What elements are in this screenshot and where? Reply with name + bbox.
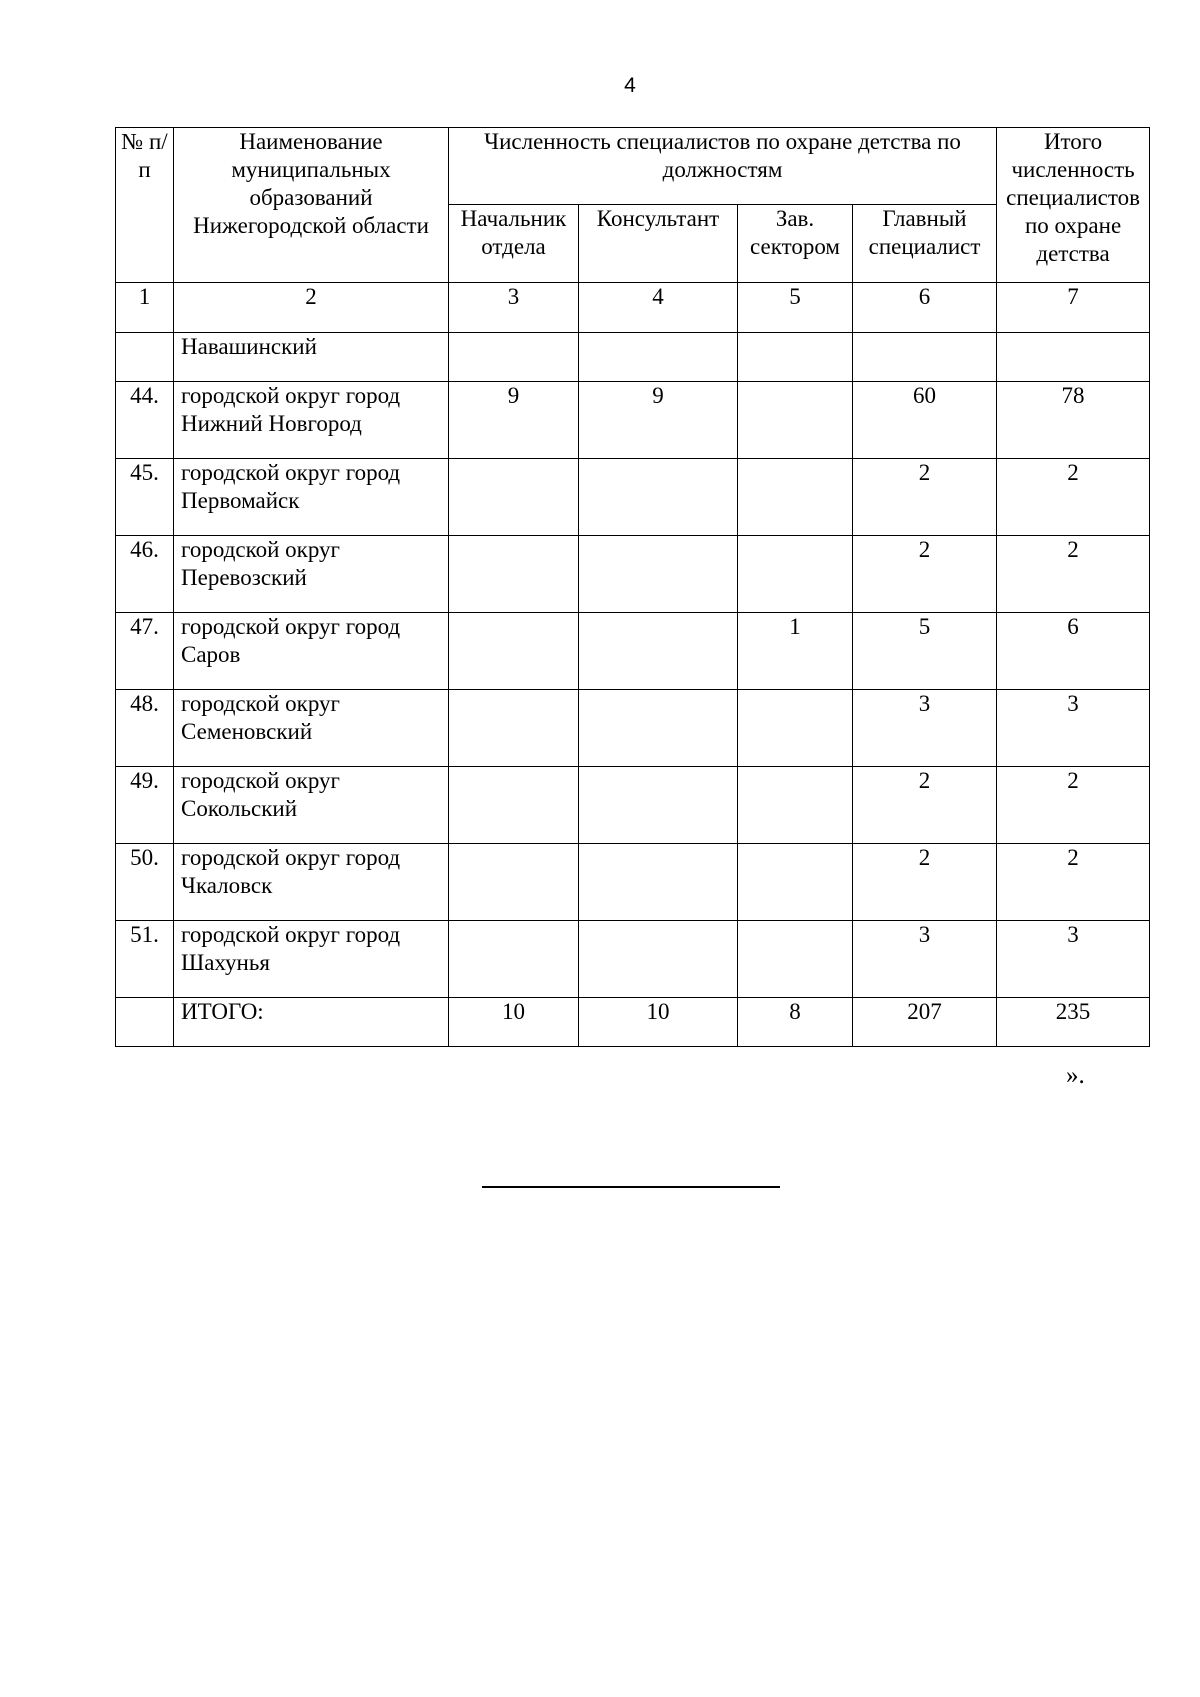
- row-head: [449, 844, 579, 921]
- column-number: 5: [738, 283, 853, 333]
- row-total: 3: [997, 921, 1150, 998]
- row-consultant: [579, 459, 738, 536]
- row-chief: 2: [853, 767, 997, 844]
- row-num: 45.: [116, 459, 174, 536]
- row-head: [449, 536, 579, 613]
- row-num: 51.: [116, 921, 174, 998]
- header-position-sector: Зав. сектором: [738, 205, 853, 283]
- row-name: городской округ Перевозский: [174, 536, 449, 613]
- header-num: № п/п: [116, 128, 174, 283]
- row-chief: 3: [853, 690, 997, 767]
- row-name: городской округ город Саров: [174, 613, 449, 690]
- row-head: [449, 690, 579, 767]
- row-consultant: [579, 844, 738, 921]
- row-head: [449, 459, 579, 536]
- row-total: 2: [997, 459, 1150, 536]
- staffing-table: [115, 127, 1150, 1047]
- row-consultant: 9: [579, 382, 738, 459]
- column-number: 6: [853, 283, 997, 333]
- table-row: [116, 536, 1150, 613]
- page-number: 4: [624, 74, 636, 97]
- row-sector: [738, 536, 853, 613]
- row-num: [116, 333, 174, 382]
- header-position-consultant: Консультант: [579, 205, 738, 283]
- row-name: городской округ город Шахунья: [174, 921, 449, 998]
- row-total: 2: [997, 844, 1150, 921]
- row-num: 48.: [116, 690, 174, 767]
- table-row: [116, 382, 1150, 459]
- table-row: [116, 333, 1150, 382]
- row-consultant: [579, 921, 738, 998]
- row-total: 78: [997, 382, 1150, 459]
- row-total: 2: [997, 767, 1150, 844]
- row-total: 2: [997, 536, 1150, 613]
- row-chief: 60: [853, 382, 997, 459]
- row-head: [449, 767, 579, 844]
- totals-label: ИТОГО:: [174, 998, 449, 1047]
- row-consultant: [579, 613, 738, 690]
- row-consultant: [579, 333, 738, 382]
- row-num: 47.: [116, 613, 174, 690]
- row-chief: 3: [853, 921, 997, 998]
- row-name: городской округ город Нижний Новгород: [174, 382, 449, 459]
- table-row: [116, 690, 1150, 767]
- row-total: [997, 333, 1150, 382]
- row-name: Навашинский: [174, 333, 449, 382]
- table-row: [116, 767, 1150, 844]
- row-consultant: [579, 767, 738, 844]
- column-number: 1: [116, 283, 174, 333]
- totals-consultant: 10: [579, 998, 738, 1047]
- row-consultant: [579, 690, 738, 767]
- totals-total: 235: [997, 998, 1150, 1047]
- row-num: 50.: [116, 844, 174, 921]
- row-sector: [738, 844, 853, 921]
- row-chief: 5: [853, 613, 997, 690]
- column-number: 3: [449, 283, 579, 333]
- signature-line: [482, 1186, 780, 1188]
- row-name: городской округ город Первомайск: [174, 459, 449, 536]
- row-sector: [738, 767, 853, 844]
- header-position-head: Начальник отдела: [449, 205, 579, 283]
- row-head: [449, 613, 579, 690]
- totals-chief: 207: [853, 998, 997, 1047]
- row-head: 9: [449, 382, 579, 459]
- row-chief: 2: [853, 844, 997, 921]
- row-sector: [738, 690, 853, 767]
- column-number: 2: [174, 283, 449, 333]
- row-total: 3: [997, 690, 1150, 767]
- totals-sector: 8: [738, 998, 853, 1047]
- row-sector: [738, 459, 853, 536]
- closing-quote: ».: [1066, 1062, 1085, 1089]
- row-sector: [738, 921, 853, 998]
- row-chief: [853, 333, 997, 382]
- row-head: [449, 333, 579, 382]
- totals-head: 10: [449, 998, 579, 1047]
- table-row: [116, 613, 1150, 690]
- row-name: городской округ город Чкаловск: [174, 844, 449, 921]
- header-positions-group: Численность специалистов по охране детства по должностям: [449, 128, 997, 205]
- row-num: 49.: [116, 767, 174, 844]
- row-num: 46.: [116, 536, 174, 613]
- row-sector: 1: [738, 613, 853, 690]
- row-sector: [738, 333, 853, 382]
- row-total: 6: [997, 613, 1150, 690]
- header-name: Наименование муниципальных образований Нижегородской области: [174, 128, 449, 283]
- totals-num: [116, 998, 174, 1047]
- row-num: 44.: [116, 382, 174, 459]
- row-name: городской округ Сокольский: [174, 767, 449, 844]
- header-position-chief: Главный специалист: [853, 205, 997, 283]
- column-number: 7: [997, 283, 1150, 333]
- table-row: [116, 844, 1150, 921]
- table-header-row: [116, 128, 1150, 205]
- column-numbers-row: [116, 283, 1150, 333]
- row-name: городской округ Семеновский: [174, 690, 449, 767]
- totals-row: [116, 998, 1150, 1047]
- row-chief: 2: [853, 536, 997, 613]
- row-consultant: [579, 536, 738, 613]
- header-total: Итого численность специалистов по охране детства: [997, 128, 1150, 283]
- table-row: [116, 459, 1150, 536]
- column-number: 4: [579, 283, 738, 333]
- row-chief: 2: [853, 459, 997, 536]
- row-head: [449, 921, 579, 998]
- table-row: [116, 921, 1150, 998]
- row-sector: [738, 382, 853, 459]
